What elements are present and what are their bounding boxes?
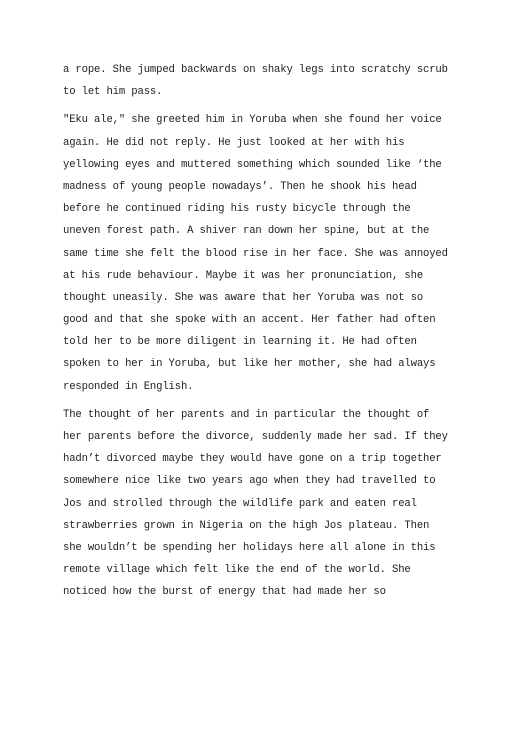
paragraph-1 [63, 59, 475, 103]
text-line: told her to be more diligent in learning it. He had often [63, 336, 417, 349]
text-line: somewhere nice like two years ago when they had travelled to [63, 475, 436, 488]
text-line: madness of young people nowadays’. Then he shook his head [63, 180, 417, 193]
text-line: to let him pass. [63, 86, 163, 99]
text-line: "Eku ale," she greeted him in Yoruba when she found her voice [63, 114, 442, 127]
text-line: strawberries grown in Nigeria on the high Jos plateau. Then [63, 519, 430, 532]
paragraph-2 [63, 109, 475, 397]
text-line: a rope. She jumped backwards on shaky legs into scratchy scrub [63, 64, 448, 76]
text-line: good and that she spoke with an accent. Her father had often [63, 314, 436, 327]
text-line: thought uneasily. She was aware that her Yoruba was not so [63, 291, 424, 304]
paragraph-3 [63, 404, 475, 604]
text-line: her parents before the divorce, suddenly made her sad. If they [63, 431, 448, 443]
text-line: she wouldn’t be spending her holidays here all alone in this [63, 541, 436, 554]
text-line: at his rude behaviour. Maybe it was her pronunciation, she [63, 269, 424, 282]
text-line: remote village which felt like the end of the world. She [63, 564, 411, 577]
text-line: responded in English. [63, 380, 194, 393]
text-line: before he continued riding his rusty bicycle through the [63, 203, 411, 216]
text-line: uneven forest path. A shiver ran down her spine, but at the [63, 225, 430, 238]
text-line: again. He did not reply. He just looked at her with his [63, 136, 405, 149]
text-line: yellowing eyes and muttered something which sounded like ‘the [63, 158, 442, 171]
text-line: hadn’t divorced maybe they would have gone on a trip together [63, 453, 442, 466]
text-line: spoken to her in Yoruba, but like her mother, she had always [63, 358, 436, 371]
text-line: Jos and strolled through the wildlife park and eaten real [63, 497, 417, 510]
document-page [63, 59, 475, 610]
text-line: same time she felt the blood rise in her face. She was annoyed [63, 247, 448, 260]
text-line: The thought of her parents and in particular the thought of [63, 408, 430, 421]
text-line: noticed how the burst of energy that had made her so [63, 586, 386, 599]
